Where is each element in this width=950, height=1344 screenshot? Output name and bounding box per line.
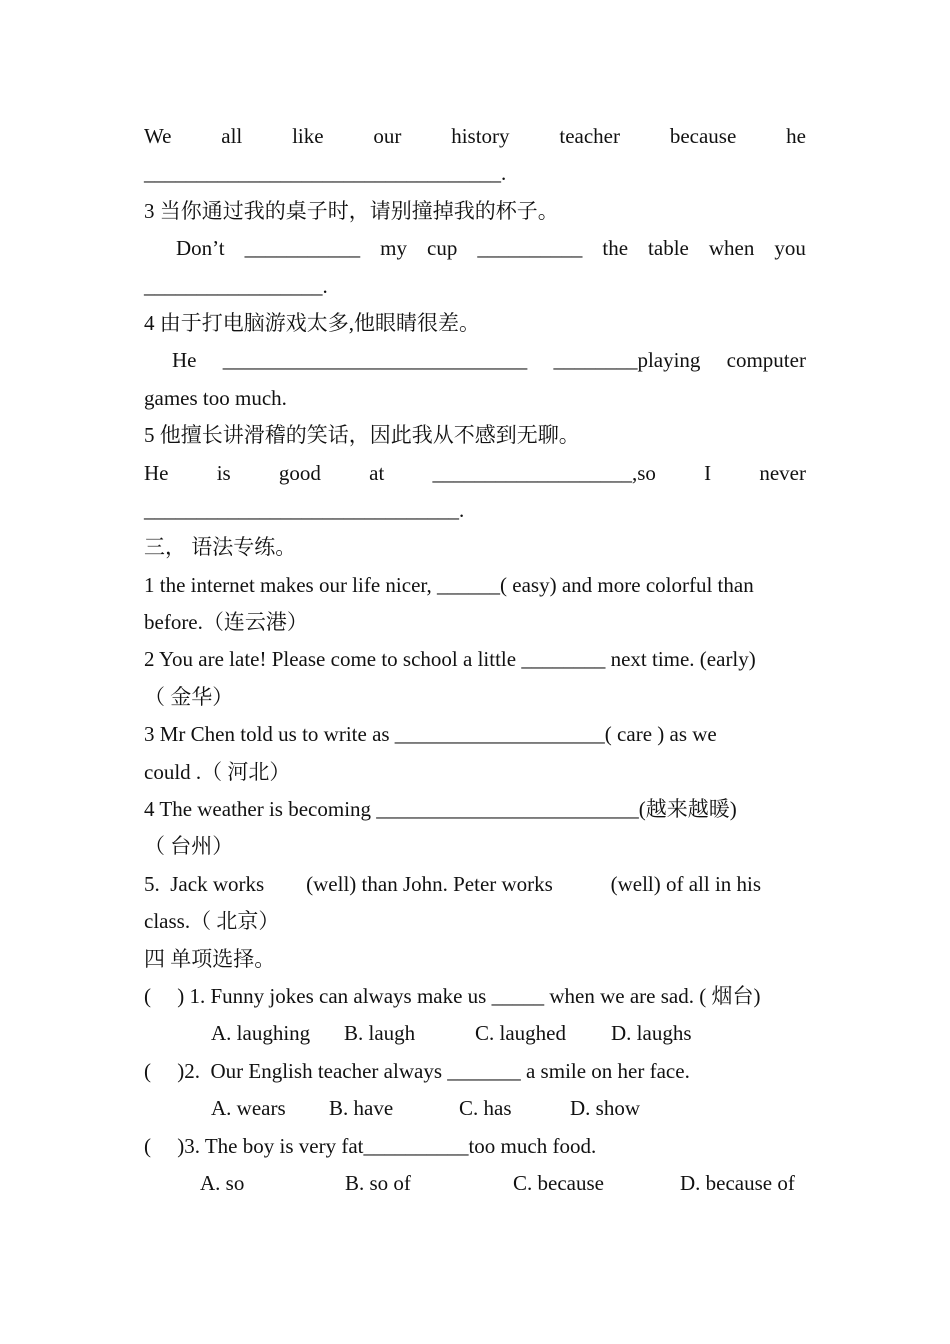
word: table	[648, 236, 689, 261]
option-a[interactable]: A. laughing	[211, 1021, 311, 1046]
answer-blank: ___________________,so	[432, 460, 656, 485]
s3-q2-line2: （ 金华）	[144, 684, 234, 709]
option-b[interactable]: B. laugh	[344, 1021, 416, 1046]
s4-q1-options	[144, 1015, 806, 1052]
word: he	[786, 124, 806, 148]
s4-q2-options	[144, 1090, 806, 1127]
word: Don’t	[176, 236, 225, 261]
s3-q4-line1: 4 The weather is becoming _________________________(越来越暖)	[144, 797, 737, 822]
s2-q2-blank: __________________________________.	[144, 161, 507, 186]
s3-q4-line2: （ 台州）	[144, 834, 234, 859]
worksheet-page	[144, 118, 806, 1202]
s2-q5-line	[144, 455, 806, 492]
word: never	[759, 460, 806, 485]
word: at	[369, 460, 385, 485]
s2-q3-blank: _________________.	[144, 273, 328, 298]
option-c[interactable]: C. because	[513, 1170, 604, 1195]
s2-q5-blank: ______________________________.	[144, 497, 465, 522]
word: teacher	[559, 124, 620, 148]
word: you	[774, 236, 806, 261]
section-4-heading: 四 单项选择。	[144, 946, 276, 971]
s2-q3-line	[144, 230, 806, 267]
option-b[interactable]: B. so of	[345, 1170, 411, 1195]
word: ________playing	[553, 348, 701, 373]
section-3-heading: 三， 语法专练。	[144, 535, 297, 560]
word: He	[144, 460, 169, 485]
word: because	[669, 124, 737, 148]
option-a[interactable]: A. so	[200, 1170, 245, 1195]
word: when	[708, 236, 755, 261]
s3-q3-line1: 3 Mr Chen told us to write as ____________________( care ) as we	[144, 722, 717, 747]
option-c[interactable]: C. has	[459, 1096, 512, 1121]
word: is	[216, 460, 231, 485]
word: good	[278, 460, 321, 485]
s4-q2-stem: ( )2. Our English teacher always _______ a smile on her face.	[144, 1058, 690, 1083]
option-d[interactable]: D. show	[570, 1096, 641, 1121]
option-d[interactable]: D. because of	[680, 1170, 795, 1195]
s3-q3-line2: could .（ 河北）	[144, 759, 291, 784]
word: We	[144, 124, 172, 148]
s4-q1-stem: ( ) 1. Funny jokes can always make us _____ when we are sad. ( 烟台)	[144, 983, 761, 1008]
s3-q5-line2: class.（ 北京）	[144, 909, 280, 934]
answer-blank: __________	[477, 236, 583, 261]
word: history	[451, 124, 510, 148]
answer-blank: ___________	[244, 236, 361, 261]
word: our	[373, 124, 402, 148]
word: cup	[427, 236, 458, 261]
s4-q3-options	[144, 1165, 806, 1202]
s2-q3-chinese: 3 当你通过我的桌子时，请别撞掉我的杯子。	[144, 198, 559, 223]
s2-q2-line	[144, 118, 806, 155]
answer-blank: _____________________________	[222, 348, 528, 373]
s4-q3-stem: ( )3. The boy is very fat__________too much food.	[144, 1133, 597, 1158]
word: He	[172, 348, 197, 373]
s2-q4-end: games too much.	[144, 385, 287, 410]
s2-q4-chinese: 4 由于打电脑游戏太多,他眼睛很差。	[144, 310, 480, 335]
s2-q4-line	[144, 342, 806, 379]
word: all	[221, 124, 243, 148]
option-a[interactable]: A. wears	[211, 1096, 286, 1121]
s2-q5-chinese: 5 他擅长讲滑稽的笑话，因此我从不感到无聊。	[144, 423, 580, 448]
s3-q1-line2: before.（连云港）	[144, 610, 308, 635]
option-b[interactable]: B. have	[329, 1096, 394, 1121]
word: my	[380, 236, 407, 261]
s3-q5-line1: 5. Jack works (well) than John. Peter works (well) of all in his	[144, 871, 762, 896]
word: the	[602, 236, 629, 261]
s3-q2-line1: 2 You are late! Please come to school a little ________ next time. (early)	[144, 647, 756, 672]
word: I	[704, 460, 712, 485]
option-c[interactable]: C. laughed	[475, 1021, 566, 1046]
word: like	[292, 124, 324, 148]
s3-q1-line1: 1 the internet makes our life nicer, ______( easy) and more colorful than	[144, 572, 754, 597]
option-d[interactable]: D. laughs	[611, 1021, 692, 1046]
word: computer	[726, 348, 806, 373]
